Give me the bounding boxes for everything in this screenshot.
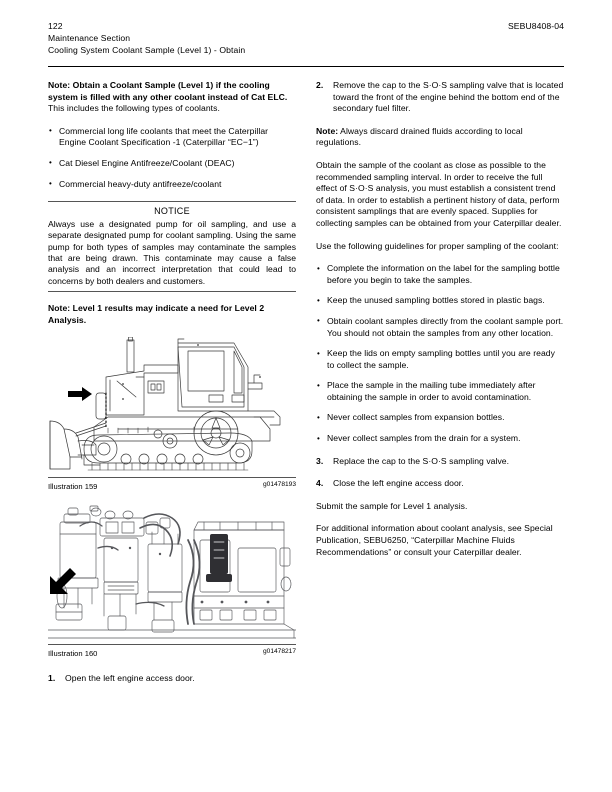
- step-3-text: Replace the cap to the S·O·S sampling valve.: [333, 455, 510, 466]
- guidelines-intro: Use the following guidelines for proper sampling of the coolant:: [316, 240, 559, 251]
- step-4-text: Close the left engine access door.: [333, 478, 464, 489]
- note-coolant-sample-rest: This includes the following types of coolants.: [48, 103, 220, 114]
- topic-title: Cooling System Coolant Sample (Level 1) - Obtain: [48, 45, 246, 55]
- notice-title: NOTICE: [154, 206, 190, 217]
- obtain-sample-paragraph: Obtain the sample of the coolant as close as possible to the recommended sampling interval. In order to receive the full effect of S·O·S analysis, you must establish a consistent trend of data. In order to establish a pertinent history of data, perform consistent samplings that are evenly spaced. Supplies for collecting samples can be obtained from your Caterpillar dealer.: [316, 159, 562, 228]
- list-item: • Obtain coolant samples directly from the coolant sample port. You should not obtain the samples from any other location.: [316, 316, 564, 339]
- note-coolant-sample-bold: Note: Obtain a Coolant Sample (Level 1) if the cooling system is filled with any other coolant instead of Cat ELC.: [48, 80, 288, 102]
- page-header: [48, 20, 564, 56]
- note-level-analysis: Note: Level 1 results may indicate a need for Level 2 Analysis.: [48, 303, 265, 325]
- right-column: [316, 80, 564, 569]
- list-item: • Never collect samples from expansion bottles.: [316, 412, 564, 424]
- list-item: • Keep the lids on empty sampling bottles until you are ready to collect the sample.: [316, 348, 564, 371]
- notice-block: [48, 201, 296, 292]
- note-discard-fluids: [316, 126, 564, 149]
- illustration-graphic-number: g01478193: [262, 481, 296, 489]
- notice-bottom-rule: [48, 291, 296, 292]
- left-column: [48, 80, 296, 696]
- list-item: • Cat Diesel Engine Antifreeze/Coolant (DEAC): [48, 158, 296, 170]
- step-4: [316, 478, 564, 490]
- notice-top-rule: [48, 201, 296, 202]
- coolant-types-list: [48, 126, 296, 190]
- note-coolant-sample: [48, 80, 296, 115]
- engine-illustration: [48, 504, 296, 644]
- section-title: Maintenance Section: [48, 33, 131, 43]
- figure-illustration-159: [48, 337, 296, 494]
- document-id: SEBU8408-04: [507, 21, 564, 31]
- illustration-label: Illustration 160: [48, 649, 98, 659]
- step-4-number: 4.: [316, 478, 324, 489]
- step-2-number: 2.: [316, 80, 324, 90]
- step-2: [316, 80, 564, 115]
- figure-illustration-160: [48, 504, 296, 661]
- list-item: • Commercial heavy-duty antifreeze/coolant: [48, 179, 296, 191]
- notice-body: Always use a designated pump for oil sampling, and use a separate designated pump for coolant sampling. Using the same pump for both types of samples may contaminate the samples that are being drawn. This contaminate may cause a false analysis and an incorrect interpretation that could lead to concerns by both dealers and customers.: [48, 218, 296, 286]
- step-1: [48, 673, 296, 685]
- caption-illustration-159: [48, 477, 296, 494]
- page-number: 122: [48, 21, 63, 31]
- list-item: • Commercial long life coolants that meet the Caterpillar Engine Coolant Specification -1 (Caterpillar “EC−1”): [48, 126, 296, 149]
- additional-information-paragraph: For additional information about coolant analysis, see Special Publication, SEBU6250, “Caterpillar Machine Fluids Recommendations” or consult your Caterpillar dealer.: [316, 523, 553, 557]
- sampling-guidelines-list: [316, 263, 564, 445]
- step-3-number: 3.: [316, 455, 324, 466]
- note-discard-bold: Note:: [316, 125, 339, 136]
- submit-sample-paragraph: Submit the sample for Level 1 analysis.: [316, 500, 468, 511]
- caption-illustration-160: [48, 644, 296, 661]
- list-item: • Place the sample in the mailing tube immediately after obtaining the sample in order to avoid contamination.: [316, 380, 564, 403]
- note-discard-rest: Always discard drained fluids according to local regulations.: [316, 125, 523, 148]
- header-divider: [48, 66, 564, 67]
- illustration-label: Illustration 159: [48, 482, 98, 492]
- tractor-illustration: [48, 337, 296, 477]
- list-item: • Never collect samples from the drain for a system.: [316, 433, 564, 445]
- illustration-graphic-number: g01478217: [262, 648, 296, 656]
- list-item: • Complete the information on the label for the sampling bottle before you begin to take the samples.: [316, 263, 564, 286]
- step-1-text: Open the left engine access door.: [65, 673, 195, 684]
- step-3: [316, 456, 564, 468]
- step-1-number: 1.: [48, 673, 56, 684]
- step-2-text: Remove the cap to the S·O·S sampling valve that is located toward the front of the engine behind the bottom end of the secondary fuel filter.: [333, 80, 564, 114]
- list-item: • Keep the unused sampling bottles stored in plastic bags.: [316, 295, 564, 307]
